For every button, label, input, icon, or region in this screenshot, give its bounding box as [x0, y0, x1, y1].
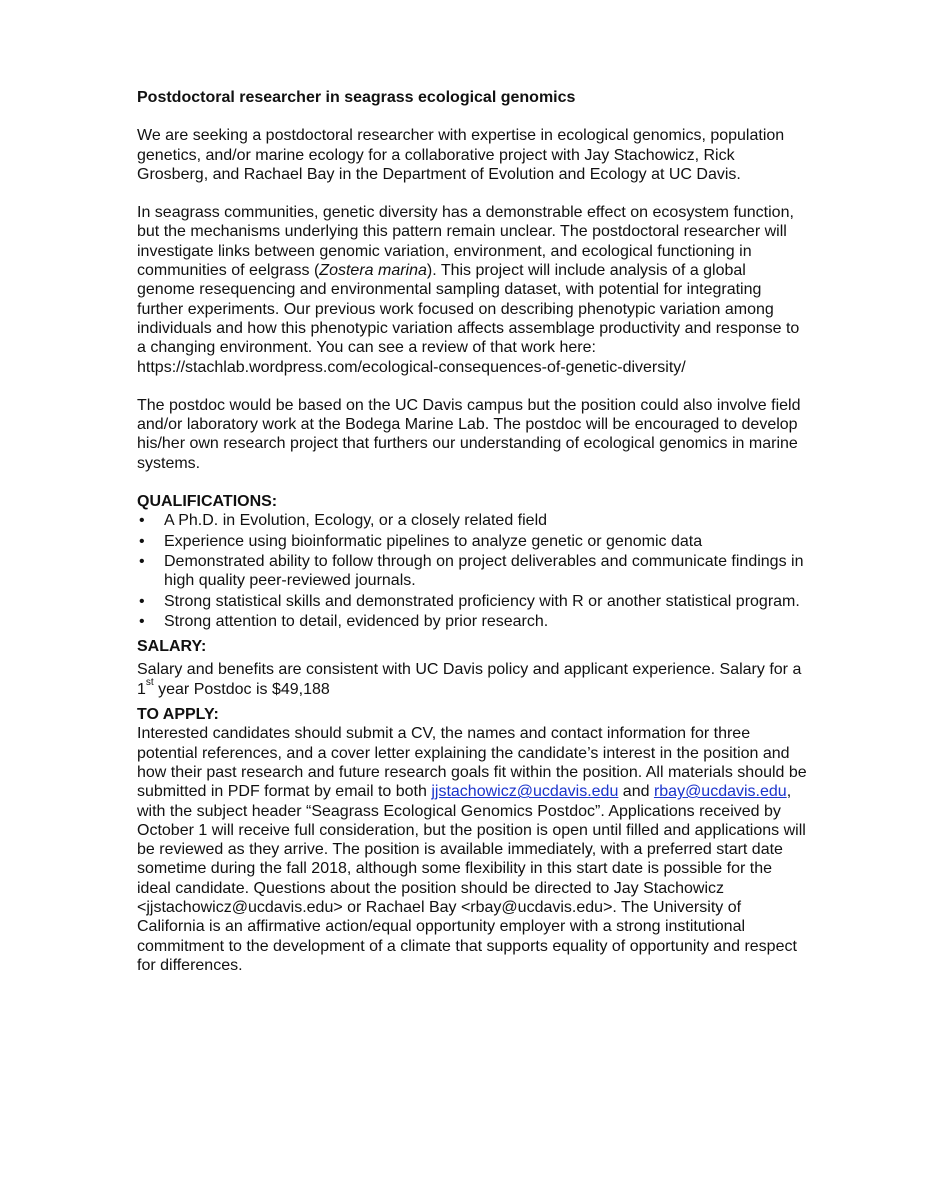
job-posting-document: [137, 88, 807, 975]
apply-paragraph: [137, 724, 807, 975]
list-item-text: Strong statistical skills and demonstrated proficiency with R or another statistical program.: [164, 592, 800, 610]
list-item: [137, 552, 807, 591]
bullet-icon: •: [139, 612, 145, 630]
bullet-icon: •: [139, 532, 145, 550]
salary-paragraph: [137, 660, 807, 699]
page-title: Postdoctoral researcher in seagrass ecological genomics: [137, 89, 576, 106]
apply-heading: TO APPLY:: [137, 706, 219, 724]
project-paragraph: [137, 203, 807, 377]
list-item: [137, 592, 807, 611]
location-paragraph: The postdoc would be based on the UC Davis campus but the position could also involve field and/or laboratory work at the Bodega Marine Lab. The postdoc will be encouraged to develop his/her own research project that furthers our understanding of ecological genomics in marine systems.: [137, 396, 801, 472]
list-item: [137, 532, 807, 551]
apply-text-end: , with the subject header “Seagrass Ecological Genomics Postdoc”. Applications received by October 1 will receive full consideration, but the position is open until filled and applications will be reviewed as they arrive. The position is available immediately, with a preferred start date sometime during the fall 2018, although some flexibility in this start date is possible for the ideal candidate. Questions about the position should be directed to Jay Stachowicz <jjstachowicz@ucdavis.edu> or Rachael Bay <rbay@ucdavis.edu>. The University of California is an affirmative action/equal opportunity employer with a strong institutional commitment to the development of a climate that supports equality of opportunity and respect for differences.: [137, 783, 806, 974]
list-item: [137, 612, 807, 631]
project-text-start: In seagrass communities, genetic diversity has a demonstrable effect on ecosystem function, but the mechanisms underlying this pattern remain unclear. The postdoctoral researcher will investigate links between genomic variation, environment, and ecological functioning in communities of eelgrass (: [137, 204, 794, 280]
qualifications-list: [137, 511, 807, 631]
intro-paragraph: We are seeking a postdoctoral researcher with expertise in ecological genomics, population genetics, and/or marine ecology for a collaborative project with Jay Stachowicz, Rick Grosberg, and Rachael Bay in the Department of Evolution and Ecology at UC Davis.: [137, 127, 785, 183]
apply-text-start: Interested candidates should submit a CV, the names and contact information for three potential references, and a cover letter explaining the candidate’s interest in the position and how their past research and future research goals fit within the position. All materials should be submitted in PDF format by email to both: [137, 725, 807, 801]
project-text-end: ). This project will include analysis of a global genome resequencing and environmental sampling dataset, with potential for integrating further experiments. Our previous work focused on describing phenotypic variation among individuals and how this phenotypic variation affects assemblage productivity and response to a changing environment. You can see a review of that work here: https://stachlab.wordpress.com/ecological-consequences-of-genetic-diversity/: [137, 262, 800, 376]
bullet-icon: •: [139, 512, 145, 530]
list-item-text: A Ph.D. in Evolution, Ecology, or a closely related field: [164, 512, 548, 530]
email-link-bay[interactable]: rbay@ucdavis.edu: [653, 783, 787, 801]
qualifications-heading: QUALIFICATIONS:: [137, 493, 278, 511]
species-name: Zostera marina: [319, 262, 427, 280]
list-item-text: Strong attention to detail, evidenced by prior research.: [164, 612, 549, 630]
salary-text-start: Salary and benefits are consistent with UC Davis policy and applicant experience. Salary for a 1: [137, 661, 802, 698]
list-item-text: Demonstrated ability to follow through on project deliverables and communicate findings in high quality peer-reviewed journals.: [164, 552, 804, 590]
apply-text-and: and: [618, 783, 654, 801]
bullet-icon: •: [139, 592, 145, 610]
list-item-text: Experience using bioinformatic pipelines to analyze genetic or genomic data: [164, 532, 703, 550]
email-link-stachowicz[interactable]: jjstachowicz@ucdavis.edu: [431, 783, 619, 801]
list-item: [137, 511, 807, 530]
salary-heading: SALARY:: [137, 638, 207, 656]
bullet-icon: •: [139, 552, 145, 570]
salary-text-end: year Postdoc is $49,188: [153, 680, 330, 698]
ordinal-superscript: st: [145, 677, 154, 689]
